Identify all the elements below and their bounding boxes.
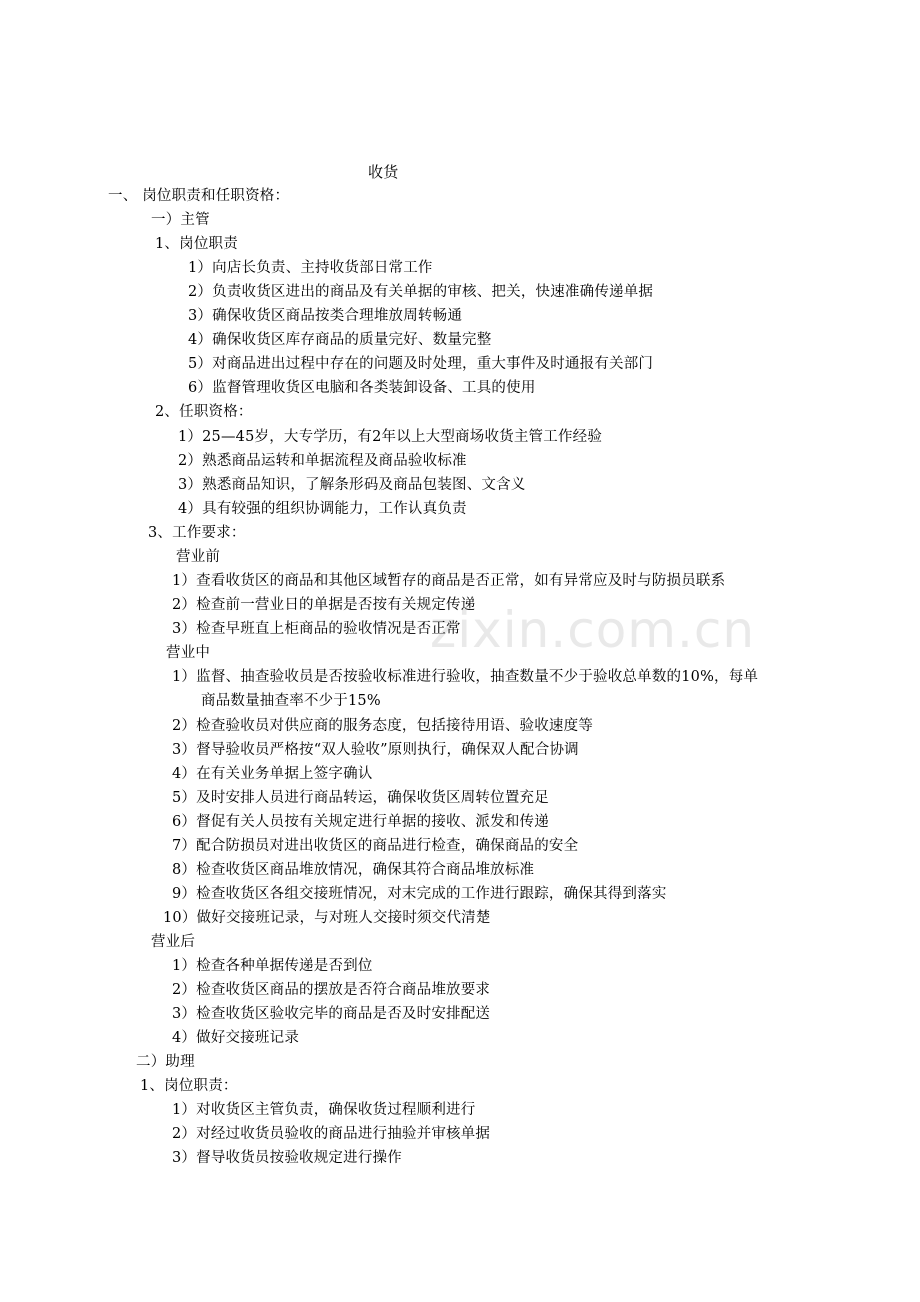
watermark: zixin.com.cn (430, 601, 756, 659)
list-item: 4）在有关业务单据上签字确认 (172, 766, 373, 782)
before-business-heading: 营业前 (176, 549, 221, 565)
document-title: 收货 (368, 163, 399, 181)
after-business-heading: 营业后 (151, 934, 196, 950)
list-item: 2）检查收货区商品的摆放是否符合商品堆放要求 (172, 982, 491, 998)
list-item: 4）确保收货区库存商品的质量完好、数量完整 (188, 332, 492, 348)
work-requirements-heading: 3、工作要求： (148, 525, 246, 541)
list-item: 5）对商品进出过程中存在的问题及时处理，重大事件及时通报有关部门 (188, 356, 654, 372)
list-item: 4）做好交接班记录 (172, 1030, 300, 1046)
list-item: 5）及时安排人员进行商品转运，确保收货区周转位置充足 (172, 790, 549, 806)
list-item: 3）检查早班直上柜商品的验收情况是否正常 (172, 621, 461, 637)
list-item: 6）督促有关人员按有关规定进行单据的接收、派发和传递 (172, 814, 549, 830)
list-item: 1）对收货区主管负责，确保收货过程顺利进行 (172, 1102, 476, 1118)
list-item: 9）检查收货区各组交接班情况，对末完成的工作进行跟踪，确保其得到落实 (172, 886, 667, 902)
list-item: 2）检查前一营业日的单据是否按有关规定传递 (172, 597, 476, 613)
list-item: 2）负责收货区进出的商品及有关单据的审核、把关，快速准确传递单据 (188, 284, 654, 300)
list-item-continuation: 商品数量抽查率不少于15% (201, 693, 381, 709)
list-item: 1）检查各种单据传递是否到位 (172, 958, 373, 974)
list-item: 10）做好交接班记录，与对班人交接时须交代清楚 (163, 910, 491, 926)
during-business-heading: 营业中 (166, 645, 211, 661)
list-item: 2）熟悉商品运转和单据流程及商品验收标准 (178, 453, 467, 469)
list-item: 3）确保收货区商品按类合理堆放周转畅通 (188, 308, 463, 324)
list-item: 3）督导验收员严格按“双人验收”原则执行，确保双人配合协调 (172, 742, 579, 758)
list-item: 3）检查收货区验收完毕的商品是否及时安排配送 (172, 1006, 491, 1022)
list-item: 7）配合防损员对进出收货区的商品进行检查，确保商品的安全 (172, 838, 579, 854)
subsection-heading-assistant: 二）助理 (136, 1054, 195, 1070)
qualifications-heading: 2、任职资格： (155, 404, 253, 420)
assistant-duties-heading: 1、岗位职责： (140, 1078, 238, 1094)
list-item: 8）检查收货区商品堆放情况，确保其符合商品堆放标准 (172, 862, 535, 878)
list-item: 4）具有较强的组织协调能力，工作认真负责 (178, 501, 467, 517)
list-item: 1）查看收货区的商品和其他区域暂存的商品是否正常，如有异常应及时与防损员联系 (172, 573, 726, 589)
section-heading: 一、 岗位职责和任职资格： (108, 188, 290, 204)
list-item: 2）对经过收货员验收的商品进行抽验并审核单据 (172, 1126, 491, 1142)
list-item: 3）熟悉商品知识，了解条形码及商品包装图、文含义 (178, 477, 526, 493)
subsection-heading-supervisor: 一）主管 (151, 212, 210, 228)
duties-heading: 1、岗位职责 (155, 236, 238, 252)
list-item: 2）检查验收员对供应商的服务态度，包括接待用语、验收速度等 (172, 718, 594, 734)
list-item: 6）监督管理收货区电脑和各类装卸设备、工具的使用 (188, 380, 536, 396)
list-item: 1）监督、抽查验收员是否按验收标准进行验收，抽查数量不少于验收总单数的10%，每单 (172, 669, 759, 685)
list-item: 1）向店长负责、主持收货部日常工作 (188, 260, 433, 276)
list-item: 1）25—45岁，大专学历，有2年以上大型商场收货主管工作经验 (178, 429, 603, 445)
list-item: 3）督导收货员按验收规定进行操作 (172, 1150, 402, 1166)
